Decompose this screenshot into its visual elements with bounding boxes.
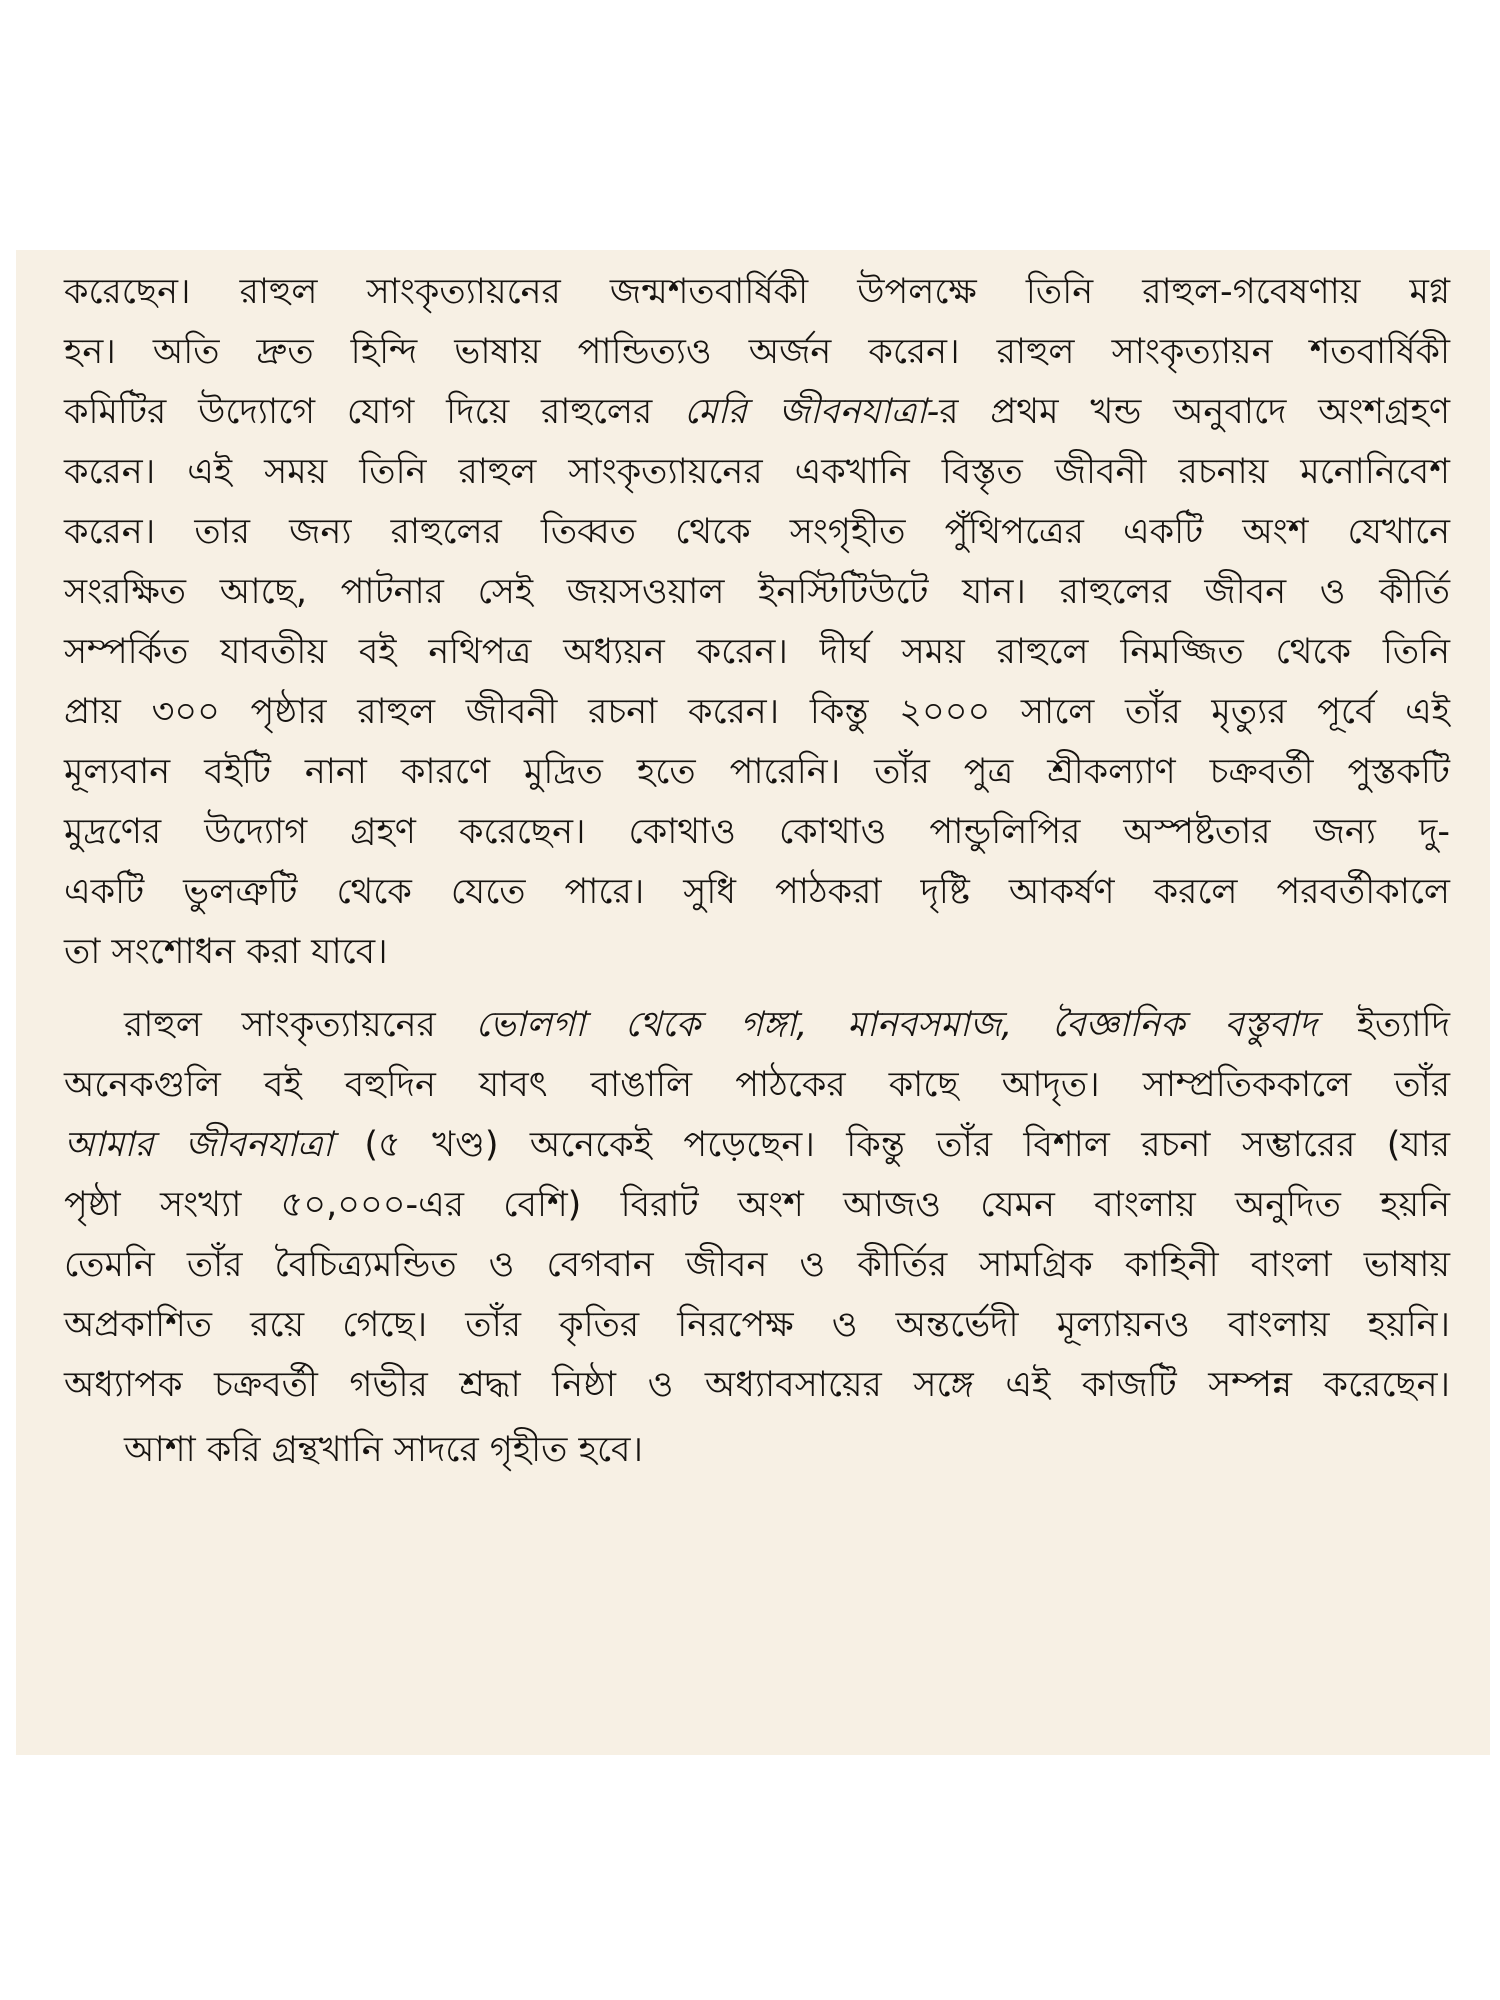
text-segment: অনেকগুলি বই বহুদিন যাবৎ বাঙালি পাঠকের কাছে আদৃত। সাম্প্রতিককালে তাঁর <box>64 1065 1450 1105</box>
text-segment: করেন। তার জন্য রাহুলের তিব্বত থেকে সংগৃহীত পুঁথিপত্রের একটি অংশ যেখানে <box>64 512 1450 552</box>
text-line <box>64 622 1450 682</box>
text-segment: মূল্যবান বইটি নানা কারণে মুদ্রিত হতে পারেনি। তাঁর পুত্র শ্রীকল্যাণ চক্রবর্তী পুস্তকটি <box>64 752 1450 792</box>
text-line <box>64 1235 1450 1295</box>
text-line <box>64 322 1450 382</box>
text-line <box>64 802 1450 862</box>
text-line <box>64 262 1450 322</box>
text-segment: মুদ্রণের উদ্যোগ গ্রহণ করেছেন। কোথাও কোথাও পান্ডুলিপির অস্পষ্টতার জন্য দু- <box>64 812 1450 852</box>
text-segment: অধ্যাপক চক্রবর্তী গভীর শ্রদ্ধা নিষ্ঠা ও অধ্যাবসায়ের সঙ্গে এই কাজটি সম্পন্ন করেছেন। <box>64 1365 1450 1405</box>
text-segment: করেন। এই সময় তিনি রাহুল সাংকৃত্যায়নের একখানি বিস্তৃত জীবনী রচনায় মনোনিবেশ <box>64 452 1450 492</box>
book-title: আমার জীবনযাত্রা <box>64 1125 333 1165</box>
book-title: ভোলগা থেকে গঙ্গা, মানবসমাজ, বৈজ্ঞানিক বস্তুবাদ <box>475 1005 1318 1045</box>
text-line <box>64 922 1450 982</box>
text-segment: প্রায় ৩০০ পৃষ্ঠার রাহুল জীবনী রচনা করেন। কিন্তু ২০০০ সালে তাঁর মৃত্যুর পূর্বে এই <box>64 692 1450 732</box>
text-segment: হন। অতি দ্রুত হিন্দি ভাষায় পান্ডিত্যও অর্জন করেন। রাহুল সাংকৃত্যায়ন শতবার্ষিকী <box>64 332 1450 372</box>
text-line <box>64 682 1450 742</box>
scanned-page <box>16 250 1490 1755</box>
text-line <box>124 995 1450 1055</box>
text-line <box>64 1355 1450 1415</box>
text-segment: পৃষ্ঠা সংখ্যা ৫০,০০০-এর বেশি) বিরাট অংশ আজও যেমন বাংলায় অনুদিত হয়নি <box>64 1185 1450 1225</box>
text-segment: র প্রথম খন্ড অনুবাদে অংশগ্রহণ <box>939 392 1451 432</box>
text-segment: কমিটির উদ্যোগে যোগ দিয়ে রাহুলের <box>64 392 685 432</box>
text-line <box>64 1055 1450 1115</box>
text-line <box>64 382 1450 442</box>
text-segment: রাহুল সাংকৃত্যায়নের <box>124 1005 476 1045</box>
text-line <box>64 502 1450 562</box>
text-segment: ইত্যাদি <box>1317 1005 1450 1045</box>
text-line <box>64 1295 1450 1355</box>
text-line <box>64 1175 1450 1235</box>
text-line <box>64 862 1450 922</box>
text-segment: আশা করি গ্রন্থখানি সাদরে গৃহীত হবে। <box>124 1430 644 1470</box>
text-segment: তেমনি তাঁর বৈচিত্র্যমন্ডিত ও বেগবান জীবন ও কীর্তির সামগ্রিক কাহিনী বাংলা ভাষায় <box>64 1245 1450 1285</box>
text-segment: (৫ খণ্ড) অনেকেই পড়েছেন। কিন্তু তাঁর বিশাল রচনা সম্ভারের (যার <box>332 1125 1450 1165</box>
text-segment: তা সংশোধন করা যাবে। <box>64 932 388 972</box>
book-title: মেরি জীবনযাত্রা- <box>684 392 940 432</box>
text-segment: সম্পর্কিত যাবতীয় বই নথিপত্র অধ্যয়ন করেন। দীর্ঘ সময় রাহুলে নিমজ্জিত থেকে তিনি <box>64 632 1450 672</box>
text-segment: সংরক্ষিত আছে, পাটনার সেই জয়সওয়াল ইনস্টিটিউটে যান। রাহুলের জীবন ও কীর্তি <box>64 572 1450 612</box>
text-line <box>124 1420 1450 1480</box>
text-line <box>64 742 1450 802</box>
text-line <box>64 562 1450 622</box>
text-segment: অপ্রকাশিত রয়ে গেছে। তাঁর কৃতির নিরপেক্ষ ও অন্তর্ভেদী মূল্যায়নও বাংলায় হয়নি। <box>64 1305 1450 1345</box>
text-segment: একটি ভুলত্রুটি থেকে যেতে পারে। সুধি পাঠকরা দৃষ্টি আকর্ষণ করলে পরবর্তীকালে <box>64 872 1450 912</box>
text-line <box>64 442 1450 502</box>
text-segment: করেছেন। রাহুল সাংকৃত্যায়নের জন্মশতবার্ষিকী উপলক্ষে তিনি রাহুল-গবেষণায় মগ্ন <box>64 272 1450 312</box>
text-line <box>64 1115 1450 1175</box>
